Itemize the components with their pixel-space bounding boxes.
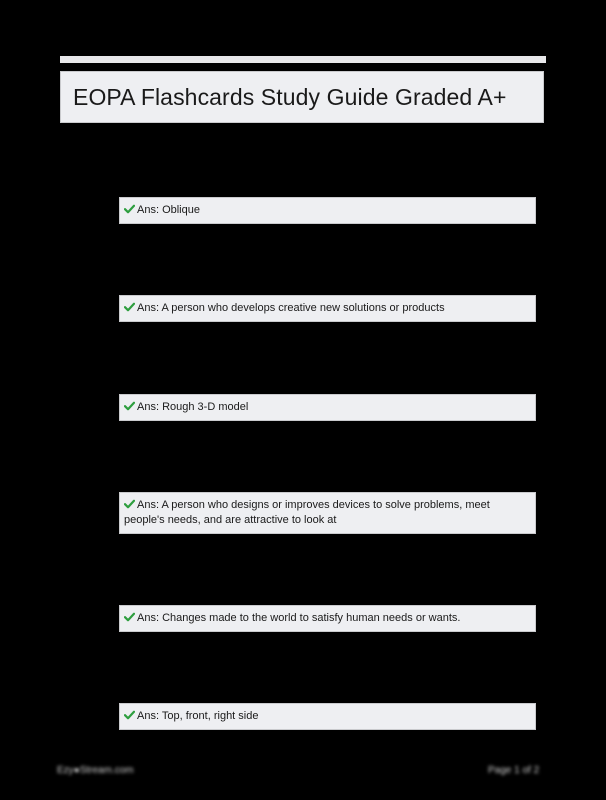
footer-page-number: Page 1 of 2 xyxy=(488,765,540,776)
footer-site-name: Ezy●Stream.com xyxy=(57,765,134,776)
answer-card xyxy=(119,703,536,730)
answer-text: Ans: A person who develops creative new solutions or products xyxy=(137,302,445,314)
top-divider xyxy=(60,56,546,63)
answer-text: Ans: Top, front, right side xyxy=(137,710,259,722)
answer-card xyxy=(119,394,536,421)
checkmark-icon xyxy=(124,499,136,509)
answer-text: Ans: A person who designs or improves devices to solve problems, meet people's needs, and are attractive to look at xyxy=(124,499,490,526)
answer-card xyxy=(119,295,536,322)
checkmark-icon xyxy=(124,710,136,720)
checkmark-icon xyxy=(124,612,136,622)
checkmark-icon xyxy=(124,204,136,214)
page-title: EOPA Flashcards Study Guide Graded A+ xyxy=(73,84,507,110)
checkmark-icon xyxy=(124,302,136,312)
answer-card xyxy=(119,492,536,534)
answer-text: Ans: Changes made to the world to satisfy human needs or wants. xyxy=(137,612,461,624)
answer-card xyxy=(119,605,536,632)
answer-text: Ans: Rough 3-D model xyxy=(137,401,249,413)
answer-text: Ans: Oblique xyxy=(137,204,200,216)
checkmark-icon xyxy=(124,401,136,411)
title-box xyxy=(60,71,544,123)
answer-card xyxy=(119,197,536,224)
